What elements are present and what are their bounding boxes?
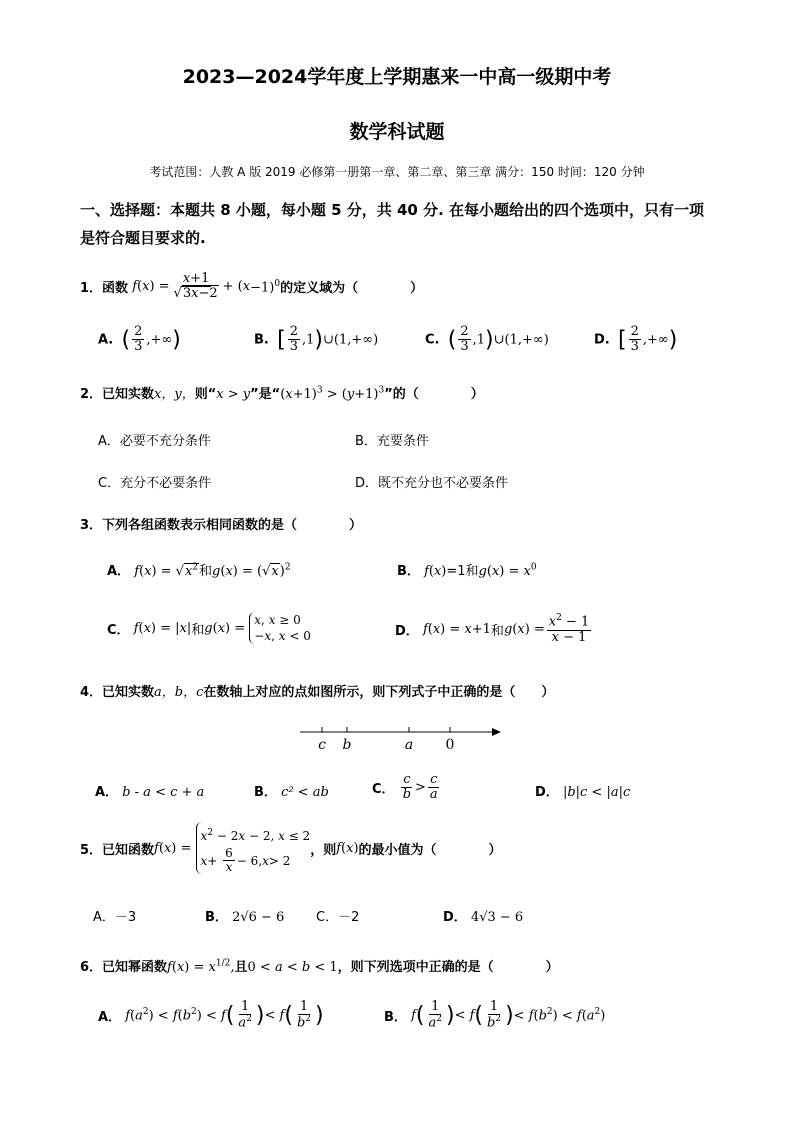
q2-option-b[interactable]: B．充要条件 [355,434,429,449]
q5-option-c[interactable]: C．－2 [316,910,360,925]
question-1: 1． 函数 f ( x ) = $\frac{x+1}{√3x-2}$ + ( x −1)$^0$ 的定义域为（ ） [80,271,424,302]
axis-label-0: 0 [445,737,455,753]
section-heading-line1: 一、选择题：本题共 8 小题，每小题 5 分，共 40 分. 在每小题给出的四个选项中，只有一项 [80,201,705,219]
exam-subtitle: 数学科试题 [349,121,445,143]
q5-option-b[interactable]: B． 2√6 − 6 [205,910,285,925]
q3-option-c[interactable]: C． f(x) = |x| 和 g(x) = x, x ≥ 0 −x, x < 0 [107,613,311,643]
q5-option-d[interactable]: D． 4√3 − 6 [443,910,524,925]
axis-label-a: a [404,737,414,753]
q2-option-c[interactable]: C．充分不必要条件 [98,476,212,491]
q4-option-c[interactable]: C． $\frac{c}{b}$ > $\frac{c}{a}$ [372,772,438,803]
q6-option-b[interactable]: B． f ( $\frac{1}{a^2}$ ) < f ( $\frac{1}{b^2}$ ) < $f(b^2) < f(a^2)$ [384,999,606,1031]
q2-option-a[interactable]: A．必要不充分条件 [98,434,211,449]
section-heading-line2: 是符合题目要求的. [80,229,206,247]
q4-option-b[interactable]: B． c² < ab [254,785,329,800]
q1-option-d[interactable]: D. [ $\frac{2}{3}$ ,+∞) [594,324,678,355]
question-4: 4．已知实数a，b，c在数轴上对应的点如图所示，则下列式子中正确的是（ ） [80,685,555,700]
question-6: 6．已知幂函数$f(x) = x^{1/2}$,且0 < a < b < 1，则下列选项中正确的是（ ） [80,958,559,975]
question-3: 3．下列各组函数表示相同函数的是（ ） [80,518,363,533]
exam-info: 考试范围：人教 A 版 2019 必修第一册第一章、第二章、第三章 满分：150 时间：120 分钟 [149,165,645,179]
axis-label-c: c [318,737,326,753]
q1-option-c[interactable]: C. ( $\frac{2}{3}$ ,1)∪(1,+∞) [425,324,549,355]
exam-title: 2023—2024学年度上学期惠来一中高一级期中考 [182,66,612,88]
q3-option-b[interactable]: B． f(x)=1和$g(x) = x^0$ [397,562,537,579]
question-2: 2．已知实数x，y，则“x > y”是“$(x+1)^3 > (y+1)^3$”的（ ） [80,385,484,402]
q4-option-d[interactable]: D． |b|c < |a|c [535,785,631,800]
q1-option-b[interactable]: B. [ $\frac{2}{3}$ ,1)∪(1,+∞) [254,324,379,355]
q5-option-a[interactable]: A．－3 [93,910,137,925]
axis-label-b: b [342,737,352,753]
q3-option-d[interactable]: D． f(x) = x+1 和 g(x) = $\frac{x^2 - 1}{x - 1}$ [395,613,590,645]
q4-option-a[interactable]: A． b - a < c + a [95,785,205,800]
q2-option-d[interactable]: D．既不充分也不必要条件 [355,476,509,491]
q6-option-a[interactable]: A． $f(a^2) < f(b^2) < f$ ( $\frac{1}{a^2}$ ) < f ( $\frac{1}{b^2}$ ) [98,999,324,1031]
q3-option-a[interactable]: A． $f(x) = √x^2$和$g(x) = (√x)^2$ [107,562,291,579]
number-line [295,718,505,754]
question-5: 5．已知函数 f(x) = $x^2 - 2x - 2$, x ≤ 2 x + $\frac{6}{x}$ − 6, x > 2 ，则 f(x) 的最小值为（ ） [80,822,502,874]
q1-option-a[interactable]: A. ( $\frac{2}{3}$ ,+∞) [98,324,181,355]
